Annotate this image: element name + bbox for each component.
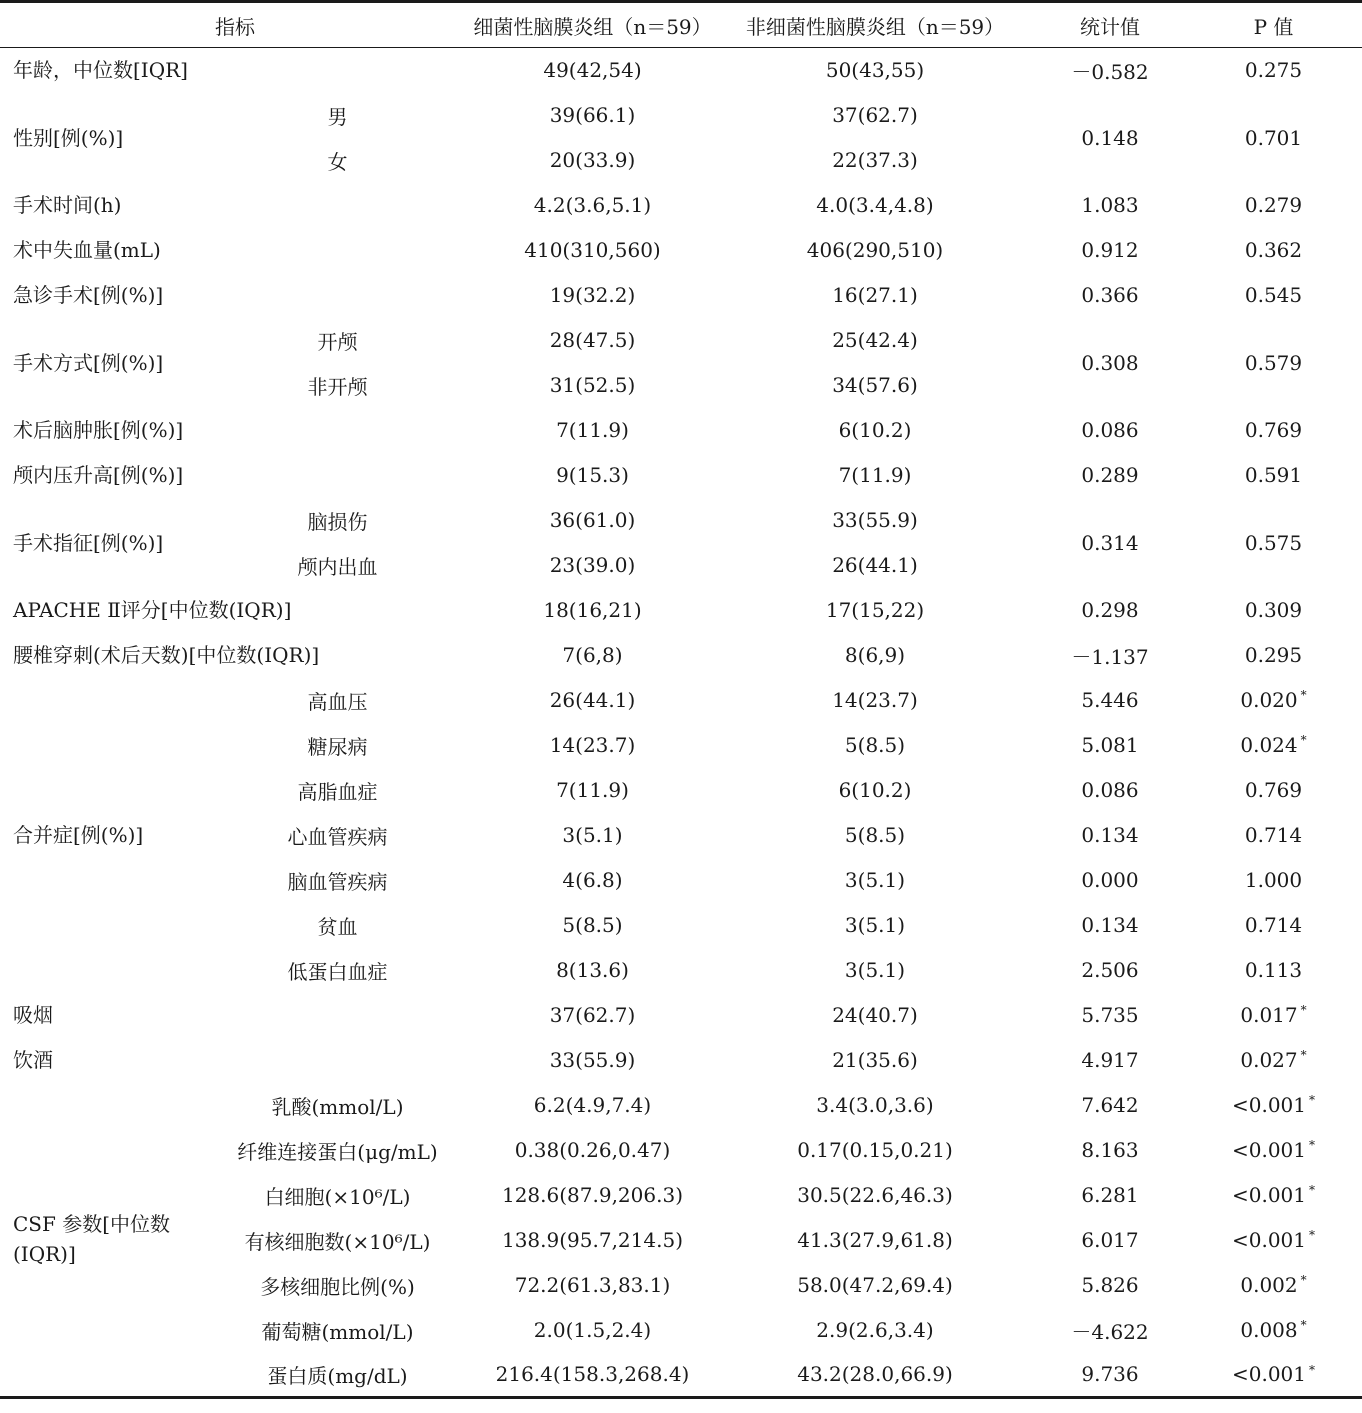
p-value-cell (1185, 813, 1362, 858)
row-subcategory: 白细胞(×10⁶/L) (264, 1184, 411, 1209)
p-value: <0.001 (1231, 1138, 1306, 1162)
row-subcategory: 脑血管疾病 (287, 869, 388, 894)
group1-value: 31(52.5) (549, 373, 636, 397)
p-value-cell (1185, 93, 1362, 183)
row-category: 腰椎穿刺(术后天数)[中位数(IQR)] (13, 643, 320, 667)
table-row (0, 1173, 1362, 1218)
p-value-cell (1185, 1083, 1362, 1128)
table-row (0, 768, 1362, 813)
row-category: 饮酒 (13, 1048, 53, 1072)
stat-value: 0.298 (1081, 598, 1139, 622)
table-row (0, 1353, 1362, 1398)
row-category: 术后脑肿胀[例(%)] (13, 418, 184, 442)
significance-mark: * (1300, 1273, 1307, 1288)
p-value: 0.295 (1244, 643, 1303, 667)
group1-value: 138.9(95.7,214.5) (501, 1228, 683, 1252)
p-value: 0.769 (1244, 418, 1303, 442)
row-subcategory: 男 (327, 104, 348, 129)
group2-value: 58.0(47.2,69.4) (797, 1273, 953, 1297)
p-value-cell (1185, 588, 1362, 633)
table-row (0, 228, 1362, 273)
group1-value: 3(5.1) (562, 823, 623, 847)
stat-value: 0.148 (1081, 125, 1139, 150)
stat-value: －0.582 (1071, 59, 1149, 84)
p-value-cell (1185, 903, 1362, 948)
p-value: <0.001 (1231, 1228, 1306, 1252)
group1-value: 5(8.5) (562, 913, 623, 937)
row-subcategory: 脑损伤 (307, 509, 368, 534)
table-row (0, 678, 1362, 723)
group1-value: 37(62.7) (549, 1003, 636, 1027)
table-row (0, 813, 1362, 858)
p-value: 0.020 (1240, 688, 1298, 712)
row-subcategory: 贫血 (317, 914, 358, 939)
row-subcategory: 心血管疾病 (287, 824, 388, 849)
row-subcategory: 糖尿病 (307, 734, 368, 759)
group2-value: 34(57.6) (832, 373, 918, 397)
group1-value: 128.6(87.9,206.3) (501, 1183, 683, 1207)
stat-value: 5.081 (1081, 733, 1139, 757)
row-category: 年龄，中位数[IQR] (13, 58, 188, 83)
p-value-cell (1185, 183, 1362, 228)
group1-value: 4(6.8) (562, 868, 623, 892)
significance-mark: * (1300, 688, 1307, 703)
stat-value: 8.163 (1081, 1138, 1139, 1162)
group2-value: 4.0(3.4,4.8) (816, 193, 934, 217)
p-value-cell (1185, 1218, 1362, 1263)
p-value-cell (1185, 948, 1362, 993)
header-stat: 统计值 (1035, 2, 1185, 48)
group2-value: 8(6,9) (844, 643, 906, 667)
table-row (0, 93, 1362, 138)
row-category: 合并症[例(%)] (13, 823, 144, 847)
table-row (0, 273, 1362, 318)
significance-mark: * (1309, 1183, 1315, 1198)
table-row (0, 858, 1362, 903)
stat-value: 5.446 (1081, 688, 1139, 712)
table-row (0, 588, 1362, 633)
group2-value: 6(10.2) (838, 778, 912, 802)
p-value: 0.024 (1240, 733, 1298, 757)
stat-value: 7.642 (1081, 1093, 1139, 1117)
stat-value: 2.506 (1081, 958, 1139, 982)
group2-value: 5(8.5) (844, 733, 906, 757)
p-value: 0.575 (1244, 530, 1303, 555)
row-subcategory: 非开颅 (307, 374, 368, 399)
row-subcategory: 高脂血症 (297, 779, 378, 804)
group2-value: 5(8.5) (844, 823, 906, 847)
p-value: <0.001 (1231, 1362, 1306, 1387)
row-category: 性别[例(%)] (13, 125, 124, 150)
p-value: 0.027 (1240, 1048, 1298, 1072)
group2-value: 16(27.1) (832, 283, 918, 307)
header-group2: 非细菌性脑膜炎组（n＝59） (715, 2, 1035, 48)
group2-value: 3(5.1) (844, 913, 906, 937)
group2-value: 50(43,55) (825, 58, 925, 83)
group2-value: 14(23.7) (832, 688, 918, 712)
row-subcategory: 颅内出血 (297, 554, 378, 579)
row-subcategory: 有核细胞数(×10⁶/L) (244, 1229, 431, 1254)
row-category: 颅内压升高[例(%)] (13, 463, 184, 487)
group1-value: 72.2(61.3,83.1) (514, 1273, 671, 1297)
p-value-cell (1185, 453, 1362, 498)
p-value-cell (1185, 993, 1362, 1038)
group1-value: 7(11.9) (556, 778, 629, 802)
stat-value: 1.083 (1081, 193, 1139, 217)
significance-mark: * (1309, 1138, 1315, 1153)
group2-value: 0.17(0.15,0.21) (797, 1138, 953, 1162)
significance-mark: * (1309, 1362, 1315, 1377)
table-row (0, 903, 1362, 948)
stat-value: 9.736 (1035, 1353, 1185, 1398)
p-value: 0.362 (1244, 238, 1303, 262)
group1-value: 18(16,21) (543, 598, 642, 622)
p-value-cell (1185, 273, 1362, 318)
group2-value: 43.2(28.0,66.9) (715, 1353, 1035, 1398)
p-value-cell (1185, 318, 1362, 408)
group2-value: 33(55.9) (832, 508, 918, 532)
group1-value: 8(13.6) (556, 958, 629, 982)
stat-value: 6.281 (1081, 1183, 1139, 1207)
p-value-cell (1185, 1128, 1362, 1173)
stat-value: 0.308 (1081, 350, 1139, 375)
p-value-cell (1185, 768, 1362, 813)
significance-mark: * (1300, 1003, 1307, 1018)
row-category: 术中失血量(mL) (13, 238, 161, 262)
group2-value: 3.4(3.0,3.6) (816, 1093, 934, 1117)
p-value-cell (1185, 408, 1362, 453)
significance-mark: * (1300, 1318, 1307, 1333)
stat-value: 0.134 (1081, 823, 1139, 847)
row-subcategory: 葡萄糖(mmol/L) (261, 1319, 414, 1344)
p-value: 0.591 (1244, 463, 1303, 487)
group2-value: 30.5(22.6,46.3) (797, 1183, 953, 1207)
row-subcategory: 纤维连接蛋白(μg/mL) (237, 1139, 438, 1164)
group1-value: 9(15.3) (556, 463, 629, 487)
p-value: 0.275 (1244, 58, 1303, 83)
group2-value: 21(35.6) (832, 1048, 918, 1072)
row-category: 手术时间(h) (13, 193, 122, 217)
stat-value: 0.366 (1081, 283, 1139, 307)
p-value: 1.000 (1244, 868, 1303, 892)
significance-mark: * (1309, 1093, 1315, 1108)
stat-value: －1.137 (1071, 644, 1149, 669)
p-value: 0.769 (1244, 778, 1303, 802)
row-subcategory: 蛋白质(mg/dL) (205, 1353, 470, 1398)
p-value: 0.017 (1240, 1003, 1298, 1027)
p-value-cell (1185, 1173, 1362, 1218)
header-group1: 细菌性脑膜炎组（n＝59） (470, 2, 715, 48)
group1-value: 33(55.9) (549, 1048, 636, 1072)
table-row (0, 1038, 1362, 1083)
table-row (0, 318, 1362, 363)
group2-value: 37(62.7) (832, 103, 918, 127)
table-row (0, 948, 1362, 993)
stat-value: 0.000 (1081, 868, 1139, 892)
group2-value: 2.9(2.6,3.4) (816, 1318, 934, 1342)
table-body (0, 48, 1362, 1398)
group1-value: 4.2(3.6,5.1) (533, 193, 652, 217)
p-value: 0.309 (1244, 598, 1303, 622)
group1-value: 39(66.1) (549, 103, 636, 127)
row-subcategory: 女 (327, 149, 348, 174)
p-value: <0.001 (1231, 1183, 1306, 1207)
p-value: 0.279 (1244, 193, 1303, 217)
group2-value: 24(40.7) (832, 1003, 918, 1027)
p-value-cell (1185, 723, 1362, 768)
p-value: 0.545 (1244, 283, 1303, 307)
table-row (0, 723, 1362, 768)
table-header-row (0, 2, 1362, 48)
header-p: P 值 (1185, 2, 1362, 48)
p-value-cell (1185, 858, 1362, 903)
p-value-cell (1185, 678, 1362, 723)
group2-value: 3(5.1) (844, 958, 906, 982)
stat-value: 5.826 (1081, 1273, 1139, 1297)
group1-value: 23(39.0) (549, 553, 636, 577)
p-value: 0.714 (1244, 913, 1303, 937)
row-category: 手术指征[例(%)] (13, 530, 164, 555)
p-value: 0.002 (1240, 1273, 1298, 1297)
stat-value: 4.917 (1081, 1048, 1139, 1072)
table-row (0, 453, 1362, 498)
significance-mark: * (1309, 1228, 1315, 1243)
group2-value: 406(290,510) (806, 238, 944, 262)
group1-value: 20(33.9) (549, 148, 636, 172)
row-subcategory: 开颅 (317, 329, 358, 354)
stat-value: 0.314 (1081, 530, 1139, 555)
group1-value: 0.38(0.26,0.47) (514, 1138, 671, 1162)
table-row (0, 48, 1362, 93)
p-value: 0.008 (1240, 1318, 1298, 1342)
p-value-cell (1185, 498, 1362, 588)
p-value-cell (1185, 228, 1362, 273)
p-value-cell (1185, 633, 1362, 678)
significance-mark: * (1300, 733, 1307, 748)
stat-value: 0.912 (1081, 238, 1139, 262)
p-value-cell (1185, 1353, 1362, 1398)
stat-value: 0.086 (1081, 418, 1139, 442)
table-row (0, 633, 1362, 678)
table-row (0, 1308, 1362, 1353)
stat-value: 6.017 (1081, 1228, 1139, 1252)
group2-value: 3(5.1) (844, 868, 906, 892)
group1-value: 7(6,8) (562, 643, 623, 667)
row-subcategory: 高血压 (307, 689, 368, 714)
stat-value: 5.735 (1081, 1003, 1139, 1027)
group2-value: 25(42.4) (832, 328, 918, 352)
p-value: 0.113 (1244, 958, 1303, 982)
table-row (0, 1263, 1362, 1308)
header-index: 指标 (0, 2, 470, 48)
p-value: 0.701 (1244, 125, 1303, 150)
table-row (0, 1083, 1362, 1128)
group2-value: 7(11.9) (838, 463, 912, 487)
table-row (0, 498, 1362, 543)
group1-value: 7(11.9) (556, 418, 629, 442)
group2-value: 22(37.3) (832, 148, 918, 172)
row-category: APACHE Ⅱ评分[中位数(IQR)] (13, 598, 292, 622)
p-value-cell (1185, 48, 1362, 93)
stat-value: 0.289 (1081, 463, 1139, 487)
stat-value: －4.622 (1071, 1319, 1149, 1344)
table-row (0, 1128, 1362, 1173)
row-category: 手术方式[例(%)] (13, 350, 164, 375)
row-subcategory: 低蛋白血症 (287, 959, 388, 984)
p-value-cell (1185, 1038, 1362, 1083)
group1-value: 28(47.5) (549, 328, 636, 352)
group1-value: 2.0(1.5,2.4) (533, 1318, 652, 1342)
p-value: 0.579 (1244, 350, 1303, 375)
group1-value: 19(32.2) (549, 283, 636, 307)
table-row (0, 993, 1362, 1038)
group1-value: 36(61.0) (549, 508, 636, 532)
row-subcategory: 多核细胞比例(%) (260, 1274, 415, 1299)
row-category: 吸烟 (13, 1003, 53, 1027)
group2-value: 6(10.2) (838, 418, 912, 442)
group1-value: 49(42,54) (543, 58, 642, 83)
group2-value: 17(15,22) (825, 598, 925, 622)
significance-mark: * (1300, 1048, 1307, 1063)
row-category: CSF 参数[中位数(IQR)] (0, 1083, 205, 1398)
row-category: 急诊手术[例(%)] (13, 283, 164, 307)
p-value-cell (1185, 1308, 1362, 1353)
p-value: 0.714 (1244, 823, 1303, 847)
group1-value: 26(44.1) (549, 688, 636, 712)
table-row (0, 1218, 1362, 1263)
group1-value: 410(310,560) (524, 238, 661, 262)
p-value: <0.001 (1231, 1093, 1306, 1117)
group2-value: 26(44.1) (832, 553, 918, 577)
table-row (0, 183, 1362, 228)
group1-value: 14(23.7) (549, 733, 636, 757)
table-row (0, 408, 1362, 453)
p-value-cell (1185, 1263, 1362, 1308)
group1-value: 6.2(4.9,7.4) (533, 1093, 652, 1117)
row-subcategory: 乳酸(mmol/L) (271, 1094, 404, 1119)
group2-value: 41.3(27.9,61.8) (797, 1228, 953, 1252)
stat-value: 0.086 (1081, 778, 1139, 802)
group1-value: 216.4(158.3,268.4) (470, 1353, 715, 1398)
stat-value: 0.134 (1081, 913, 1139, 937)
